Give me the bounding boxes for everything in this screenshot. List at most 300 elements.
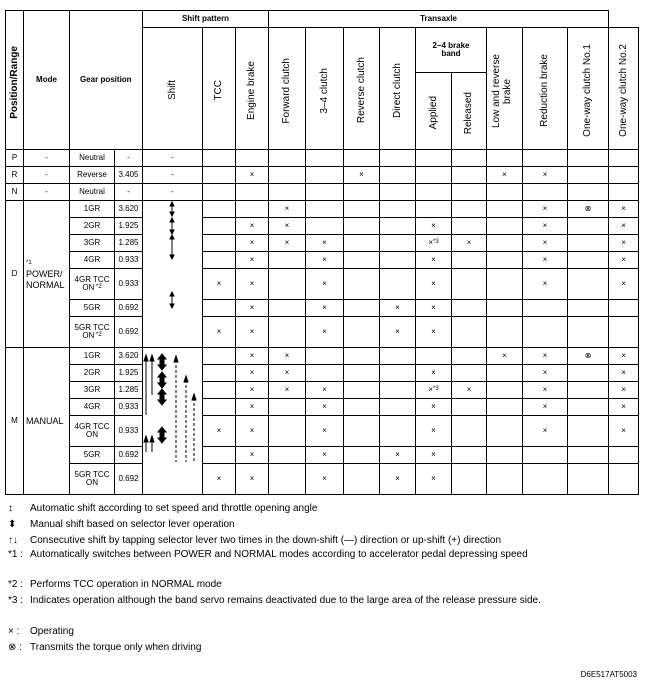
cell-rb: × bbox=[523, 218, 568, 235]
cell-o1 bbox=[568, 300, 609, 317]
cell-ap: × bbox=[416, 447, 452, 464]
cell-re bbox=[452, 184, 487, 201]
cell-o1 bbox=[568, 447, 609, 464]
cell-re: × bbox=[452, 382, 487, 399]
cell-o1: ⊗ bbox=[568, 348, 609, 365]
table-row bbox=[6, 348, 639, 365]
cell-lrb bbox=[487, 235, 523, 252]
footnote-ref: *2 bbox=[94, 284, 102, 290]
cell-rc bbox=[344, 300, 380, 317]
cell-fc bbox=[269, 464, 306, 495]
footnote-ref: *3 bbox=[433, 386, 439, 392]
cell-eb: × bbox=[236, 399, 269, 416]
cell-o2: × bbox=[609, 201, 639, 218]
legend-item bbox=[8, 535, 608, 547]
cell-fc bbox=[269, 167, 306, 184]
shift-cell: - bbox=[143, 184, 203, 201]
header-low-reverse-brake: Low and reverse brake bbox=[487, 28, 523, 150]
cell-lrb bbox=[487, 464, 523, 495]
gear-label: 1GR bbox=[83, 351, 101, 360]
cell-fc bbox=[269, 269, 306, 300]
table-row bbox=[6, 201, 639, 218]
ratio-cell: 0.692 bbox=[115, 447, 143, 464]
position-cell: N bbox=[6, 184, 24, 201]
legend-symbol: × : bbox=[8, 626, 20, 637]
cell-rb bbox=[523, 150, 568, 167]
cell-tcc bbox=[203, 447, 236, 464]
cell-o1 bbox=[568, 399, 609, 416]
header-position-range: Position/Range bbox=[6, 11, 24, 150]
cell-ap bbox=[416, 184, 452, 201]
cell-lrb bbox=[487, 201, 523, 218]
cell-ap: × bbox=[416, 218, 452, 235]
cell-rb: × bbox=[523, 416, 568, 447]
ratio-cell: 1.285 bbox=[115, 382, 143, 399]
gear-cell bbox=[70, 464, 115, 495]
gear-label: 5GR TCC ON bbox=[74, 323, 110, 340]
cell-fc bbox=[269, 399, 306, 416]
cell-dc bbox=[380, 365, 416, 382]
cell-o1 bbox=[568, 235, 609, 252]
cell-rb bbox=[523, 317, 568, 348]
cell-c34: × bbox=[306, 382, 344, 399]
cell-dc bbox=[380, 399, 416, 416]
cell-rc bbox=[344, 399, 380, 416]
cell-dc: × bbox=[380, 447, 416, 464]
gear-label: 5GR bbox=[83, 303, 101, 312]
cell-fc: × bbox=[269, 218, 306, 235]
mode-cell: - bbox=[24, 167, 70, 184]
mode-cell: - bbox=[24, 150, 70, 167]
cell-dc bbox=[380, 184, 416, 201]
cell-c34: × bbox=[306, 464, 344, 495]
cell-tcc bbox=[203, 365, 236, 382]
gear-cell bbox=[70, 269, 115, 300]
mode-label: POWER/ NORMAL bbox=[26, 268, 65, 290]
legend-item bbox=[8, 579, 608, 591]
shift-cell: - bbox=[143, 167, 203, 184]
footnote-ref: *3 bbox=[433, 239, 439, 245]
gear-label: 1GR bbox=[83, 204, 101, 213]
cell-ap bbox=[416, 150, 452, 167]
table-row bbox=[6, 447, 639, 464]
table-row bbox=[6, 269, 639, 300]
cell-re bbox=[452, 218, 487, 235]
gear-label: 4GR bbox=[83, 255, 101, 264]
cell-lrb bbox=[487, 447, 523, 464]
cell-o2 bbox=[609, 150, 639, 167]
cell-ap: ×$^{*3}$ bbox=[416, 382, 452, 399]
gear-cell bbox=[70, 300, 115, 317]
legend-text: Performs TCC operation in NORMAL mode bbox=[30, 579, 222, 590]
legend-text: Operating bbox=[30, 626, 74, 637]
legend-item bbox=[8, 626, 608, 638]
gear-label: 2GR bbox=[83, 368, 101, 377]
cell-fc bbox=[269, 447, 306, 464]
gear-cell bbox=[70, 218, 115, 235]
header-forward-clutch: Forward clutch bbox=[269, 28, 306, 150]
cell-lrb bbox=[487, 416, 523, 447]
cell-lrb bbox=[487, 365, 523, 382]
mode-cell bbox=[24, 348, 70, 495]
cell-lrb bbox=[487, 218, 523, 235]
cell-rb bbox=[523, 464, 568, 495]
table-row bbox=[6, 218, 639, 235]
cell-lrb bbox=[487, 399, 523, 416]
cell-rc bbox=[344, 235, 380, 252]
cell-lrb bbox=[487, 300, 523, 317]
cell-c34: × bbox=[306, 300, 344, 317]
cell-rb: × bbox=[523, 252, 568, 269]
cell-dc bbox=[380, 235, 416, 252]
cell-dc bbox=[380, 218, 416, 235]
table-row bbox=[6, 416, 639, 447]
cell-tcc bbox=[203, 399, 236, 416]
cell-tcc bbox=[203, 201, 236, 218]
cell-rc bbox=[344, 184, 380, 201]
cell-tcc bbox=[203, 167, 236, 184]
cell-re bbox=[452, 269, 487, 300]
cell-ap: × bbox=[416, 269, 452, 300]
legend-text: Manual shift based on selector lever operation bbox=[30, 519, 235, 530]
cell-re: × bbox=[452, 235, 487, 252]
cell-o1 bbox=[568, 416, 609, 447]
position-cell: D bbox=[6, 201, 24, 348]
legend-symbol: ⊗ : bbox=[8, 642, 22, 653]
header-shift: Shift bbox=[143, 28, 203, 150]
cell-ap: × bbox=[416, 399, 452, 416]
cell-lrb bbox=[487, 184, 523, 201]
cell-fc bbox=[269, 184, 306, 201]
position-cell: P bbox=[6, 150, 24, 167]
cell-o1 bbox=[568, 382, 609, 399]
cell-re bbox=[452, 447, 487, 464]
cell-re bbox=[452, 252, 487, 269]
cell-ap bbox=[416, 348, 452, 365]
gear-cell bbox=[70, 365, 115, 382]
cell-eb: × bbox=[236, 382, 269, 399]
cell-fc bbox=[269, 300, 306, 317]
legend-symbol: ↑↓ bbox=[8, 535, 18, 546]
legend-symbol: ⬍ bbox=[8, 519, 17, 530]
ratio-cell: 0.933 bbox=[115, 252, 143, 269]
cell-lrb bbox=[487, 317, 523, 348]
gear-label: 5GR bbox=[83, 450, 101, 459]
cell-lrb bbox=[487, 382, 523, 399]
cell-rc bbox=[344, 464, 380, 495]
cell-c34: × bbox=[306, 399, 344, 416]
cell-re bbox=[452, 317, 487, 348]
legend-symbol: *2 : bbox=[8, 579, 24, 590]
cell-rb bbox=[523, 447, 568, 464]
cell-dc bbox=[380, 416, 416, 447]
cell-rb: × bbox=[523, 235, 568, 252]
footnote-ref: *1 bbox=[26, 259, 32, 266]
cell-eb: × bbox=[236, 252, 269, 269]
cell-ap bbox=[416, 201, 452, 218]
gear-cell bbox=[70, 317, 115, 348]
cell-tcc bbox=[203, 382, 236, 399]
legend-symbol: *3 : bbox=[8, 595, 24, 606]
cell-tcc: × bbox=[203, 269, 236, 300]
cell-tcc: × bbox=[203, 317, 236, 348]
cell-tcc bbox=[203, 252, 236, 269]
cell-tcc bbox=[203, 235, 236, 252]
cell-re bbox=[452, 464, 487, 495]
table-row bbox=[6, 252, 639, 269]
legend-text: Indicates operation although the band servo remains deactivated due to the large area of the release pressure side. bbox=[30, 595, 541, 606]
cell-c34 bbox=[306, 184, 344, 201]
cell-c34 bbox=[306, 201, 344, 218]
ratio-cell: - bbox=[115, 150, 143, 167]
table-row bbox=[6, 167, 639, 184]
mode-cell: - bbox=[24, 184, 70, 201]
header-transaxle: Transaxle bbox=[269, 11, 609, 28]
cell-re bbox=[452, 348, 487, 365]
cell-re bbox=[452, 150, 487, 167]
header-34-clutch: 3–4 clutch bbox=[306, 28, 344, 150]
header-released: Released bbox=[452, 73, 487, 150]
cell-eb: × bbox=[236, 317, 269, 348]
cell-c34: × bbox=[306, 447, 344, 464]
gear-cell bbox=[70, 235, 115, 252]
figure-code: D6E517AT5003 bbox=[580, 670, 637, 679]
cell-o2 bbox=[609, 464, 639, 495]
cell-rb: × bbox=[523, 348, 568, 365]
cell-rc bbox=[344, 150, 380, 167]
cell-rb: × bbox=[523, 167, 568, 184]
ratio-cell: 0.692 bbox=[115, 300, 143, 317]
cell-rb: × bbox=[523, 269, 568, 300]
ratio-cell: 1.925 bbox=[115, 365, 143, 382]
gear-cell: Reverse bbox=[70, 167, 115, 184]
table-row bbox=[6, 150, 639, 167]
operation-table bbox=[5, 10, 639, 495]
table-row bbox=[6, 184, 639, 201]
gear-cell bbox=[70, 348, 115, 365]
cell-c34: × bbox=[306, 317, 344, 348]
cell-c34 bbox=[306, 167, 344, 184]
cell-c34 bbox=[306, 348, 344, 365]
ratio-cell: 1.285 bbox=[115, 235, 143, 252]
cell-eb: × bbox=[236, 269, 269, 300]
cell-eb: × bbox=[236, 235, 269, 252]
cell-rc bbox=[344, 218, 380, 235]
table-row bbox=[6, 317, 639, 348]
cell-eb: × bbox=[236, 416, 269, 447]
cell-fc: × bbox=[269, 365, 306, 382]
table-row bbox=[6, 464, 639, 495]
cell-eb: × bbox=[236, 365, 269, 382]
mode-cell bbox=[24, 201, 70, 348]
cell-rc bbox=[344, 447, 380, 464]
cell-rb: × bbox=[523, 382, 568, 399]
legend-text: Transmits the torque only when driving bbox=[30, 642, 202, 653]
cell-o1 bbox=[568, 252, 609, 269]
cell-o2: × bbox=[609, 382, 639, 399]
cell-ap: × bbox=[416, 252, 452, 269]
cell-dc bbox=[380, 252, 416, 269]
cell-rc: × bbox=[344, 167, 380, 184]
cell-o2: × bbox=[609, 269, 639, 300]
gear-label: 4GR bbox=[83, 402, 101, 411]
legend-text: Automatically switches between POWER and NORMAL modes according to accelerator pedal depressing speed bbox=[30, 549, 528, 560]
cell-eb: × bbox=[236, 447, 269, 464]
cell-dc bbox=[380, 269, 416, 300]
cell-fc: × bbox=[269, 348, 306, 365]
cell-rc bbox=[344, 201, 380, 218]
cell-dc bbox=[380, 150, 416, 167]
cell-ap: × bbox=[416, 317, 452, 348]
cell-fc bbox=[269, 317, 306, 348]
cell-ap: × bbox=[416, 416, 452, 447]
table-row bbox=[6, 382, 639, 399]
cell-re bbox=[452, 201, 487, 218]
cell-o2: × bbox=[609, 348, 639, 365]
cell-o2 bbox=[609, 317, 639, 348]
cell-ap: × bbox=[416, 464, 452, 495]
cell-o1 bbox=[568, 218, 609, 235]
shift-cell bbox=[143, 348, 203, 495]
legend-item bbox=[8, 595, 608, 607]
cell-o1 bbox=[568, 269, 609, 300]
cell-fc: × bbox=[269, 235, 306, 252]
cell-tcc bbox=[203, 218, 236, 235]
cell-eb bbox=[236, 184, 269, 201]
cell-rb bbox=[523, 300, 568, 317]
ratio-cell: 0.933 bbox=[115, 399, 143, 416]
cell-dc: × bbox=[380, 300, 416, 317]
cell-o1: ⊗ bbox=[568, 201, 609, 218]
header-direct-clutch: Direct clutch bbox=[380, 28, 416, 150]
cell-eb: × bbox=[236, 218, 269, 235]
ratio-cell: 3.620 bbox=[115, 348, 143, 365]
cell-c34: × bbox=[306, 416, 344, 447]
gear-cell bbox=[70, 447, 115, 464]
cell-re bbox=[452, 365, 487, 382]
gear-label: 4GR TCC ON bbox=[74, 275, 110, 292]
cell-ap bbox=[416, 167, 452, 184]
cell-o2 bbox=[609, 184, 639, 201]
ratio-cell: 0.933 bbox=[115, 269, 143, 300]
cell-lrb bbox=[487, 252, 523, 269]
ratio-cell: 0.692 bbox=[115, 464, 143, 495]
cell-rc bbox=[344, 416, 380, 447]
table-row bbox=[6, 300, 639, 317]
shift-cell: - bbox=[143, 150, 203, 167]
header-owc1: One-way clutch No.1 bbox=[568, 28, 609, 150]
cell-o2: × bbox=[609, 252, 639, 269]
cell-eb: × bbox=[236, 167, 269, 184]
cell-dc bbox=[380, 201, 416, 218]
cell-o1 bbox=[568, 150, 609, 167]
cell-o2 bbox=[609, 167, 639, 184]
ratio-cell: 0.692 bbox=[115, 317, 143, 348]
gear-label: 4GR TCC ON bbox=[74, 422, 110, 439]
cell-fc: × bbox=[269, 382, 306, 399]
header-24-brake-band: 2–4 brake band bbox=[416, 28, 487, 73]
cell-re bbox=[452, 300, 487, 317]
table-row bbox=[6, 399, 639, 416]
cell-c34 bbox=[306, 218, 344, 235]
cell-dc: × bbox=[380, 317, 416, 348]
table-row bbox=[6, 235, 639, 252]
cell-lrb bbox=[487, 150, 523, 167]
cell-o1 bbox=[568, 184, 609, 201]
cell-rc bbox=[344, 365, 380, 382]
gear-cell: Neutral bbox=[70, 150, 115, 167]
cell-rb: × bbox=[523, 365, 568, 382]
cell-lrb: × bbox=[487, 167, 523, 184]
cell-lrb bbox=[487, 269, 523, 300]
cell-dc bbox=[380, 348, 416, 365]
legend-symbol: ↕ bbox=[8, 503, 13, 514]
cell-lrb: × bbox=[487, 348, 523, 365]
cell-c34: × bbox=[306, 269, 344, 300]
header-engine-brake: Engine brake bbox=[236, 28, 269, 150]
cell-ap: × bbox=[416, 300, 452, 317]
cell-eb: × bbox=[236, 348, 269, 365]
header-gear-position: Gear position bbox=[70, 11, 143, 150]
legend-symbol: *1 : bbox=[8, 549, 24, 560]
cell-eb bbox=[236, 201, 269, 218]
ratio-cell: 3.620 bbox=[115, 201, 143, 218]
cell-rc bbox=[344, 348, 380, 365]
gear-cell bbox=[70, 252, 115, 269]
cell-dc: × bbox=[380, 464, 416, 495]
cell-eb bbox=[236, 150, 269, 167]
header-reduction-brake: Reduction brake bbox=[523, 28, 568, 150]
gear-label: 3GR bbox=[83, 385, 101, 394]
ratio-cell: 1.925 bbox=[115, 218, 143, 235]
gear-label: 3GR bbox=[83, 238, 101, 247]
legend-item bbox=[8, 642, 608, 654]
table-row bbox=[6, 365, 639, 382]
gear-cell: Neutral bbox=[70, 184, 115, 201]
cell-fc bbox=[269, 416, 306, 447]
cell-c34: × bbox=[306, 252, 344, 269]
cell-o1 bbox=[568, 464, 609, 495]
cell-eb: × bbox=[236, 300, 269, 317]
mode-label: MANUAL bbox=[26, 415, 64, 426]
cell-tcc: × bbox=[203, 464, 236, 495]
cell-o1 bbox=[568, 365, 609, 382]
cell-o2: × bbox=[609, 235, 639, 252]
cell-rc bbox=[344, 317, 380, 348]
cell-dc bbox=[380, 167, 416, 184]
header-applied: Applied bbox=[416, 73, 452, 150]
gear-cell bbox=[70, 416, 115, 447]
cell-tcc bbox=[203, 150, 236, 167]
cell-rc bbox=[344, 382, 380, 399]
legend-item bbox=[8, 503, 608, 515]
cell-re bbox=[452, 416, 487, 447]
cell-fc bbox=[269, 252, 306, 269]
cell-c34: × bbox=[306, 235, 344, 252]
gear-cell bbox=[70, 382, 115, 399]
cell-rc bbox=[344, 252, 380, 269]
cell-rb: × bbox=[523, 399, 568, 416]
legend-text: Automatic shift according to set speed and throttle opening angle bbox=[30, 503, 318, 514]
cell-o2: × bbox=[609, 416, 639, 447]
gear-label: 5GR TCC ON bbox=[74, 470, 110, 487]
position-cell: M bbox=[6, 348, 24, 495]
cell-tcc bbox=[203, 300, 236, 317]
cell-o2 bbox=[609, 447, 639, 464]
cell-o2: × bbox=[609, 365, 639, 382]
gear-label: 2GR bbox=[83, 221, 101, 230]
header-mode: Mode bbox=[24, 11, 70, 150]
